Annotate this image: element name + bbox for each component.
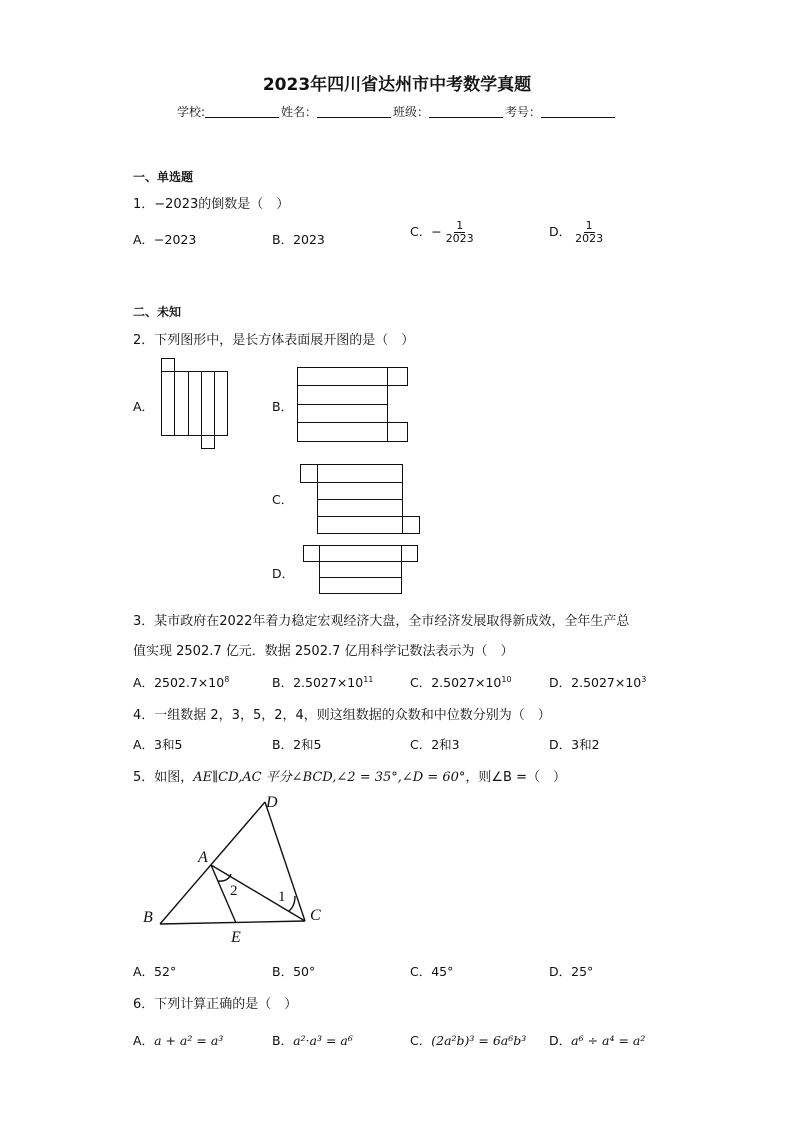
question-3-option-d (549, 673, 646, 691)
denominator: 2023 (575, 232, 604, 246)
number-blank (541, 105, 615, 118)
option-math: 2.5027×10 (571, 675, 642, 690)
question-4-option-c: C．2和3 (410, 737, 460, 752)
option-letter: D． (549, 1033, 572, 1048)
question-2-option-d-label: D． (272, 566, 295, 581)
school-label: 学校: (176, 105, 205, 119)
net-figure-c (297, 462, 423, 537)
question-6-option-c (410, 1031, 526, 1049)
student-info (0, 103, 794, 120)
question-1-option-b: B．2023 (272, 232, 325, 247)
option-d-prefix: D． (549, 224, 572, 240)
question-4-stem: 4．一组数据 2，3，5，2，4，则这组数据的众数和中位数分别为（ ） (133, 708, 551, 723)
section-heading-2: 二、未知 (133, 305, 182, 319)
question-4-option-b: B．2和5 (272, 737, 322, 752)
option-math: a²·a³ = a⁶ (293, 1033, 353, 1048)
section-heading-1: 一、单选题 (133, 170, 194, 184)
option-letter: A． (133, 1033, 155, 1048)
question-1-option-c (410, 220, 474, 245)
net-figure-b (295, 364, 411, 446)
question-2-option-c-label: C． (272, 492, 294, 507)
class-blank (429, 105, 503, 118)
angle-1-arc (289, 896, 295, 911)
fraction (575, 220, 603, 245)
fraction (446, 220, 474, 245)
question-3-option-b (272, 673, 373, 691)
question-5-option-d: D．25° (549, 964, 594, 979)
option-letter: D． (549, 675, 572, 690)
option-letter: C． (410, 675, 432, 690)
option-letter: C． (410, 1033, 432, 1048)
numerator: 1 (585, 219, 593, 232)
question-1-stem: 1．−2023的倒数是（ ） (133, 197, 290, 212)
question-4-option-d: D．3和2 (549, 737, 600, 752)
stem-suffix: ，则∠B =（ ） (465, 770, 567, 785)
denominator: 2023 (445, 232, 474, 246)
option-math: 2.5027×10 (431, 675, 502, 690)
option-math: 2502.7×10 (154, 675, 225, 690)
segment-bd (160, 802, 265, 924)
stem-prefix: 5．如图， (133, 770, 194, 785)
question-2-option-b-label: B． (272, 399, 294, 414)
question-5-option-a: A．52° (133, 964, 177, 979)
point-label-e: E (231, 929, 241, 946)
school-blank (205, 105, 279, 118)
option-math: 2.5027×10 (293, 675, 364, 690)
exponent: 8 (224, 674, 230, 684)
point-label-d: D (266, 794, 278, 811)
question-6-option-b (272, 1031, 353, 1049)
option-math: (2a²b)³ = 6a⁶b³ (431, 1033, 527, 1048)
question-6-option-d (549, 1031, 645, 1049)
option-math: a⁶ ÷ a⁴ = a² (571, 1033, 646, 1048)
point-label-b: B (143, 909, 153, 926)
net-figure-a (158, 355, 232, 453)
question-1-option-a: A．−2023 (133, 232, 197, 247)
name-label: 姓名： (281, 105, 318, 119)
question-6-stem: 6．下列计算正确的是（ ） (133, 997, 298, 1012)
question-4-option-a: A．3和5 (133, 737, 183, 752)
segment-ac (211, 865, 305, 921)
question-3-option-c (410, 673, 512, 691)
exponent: 11 (363, 674, 374, 684)
question-5-option-b: B．50° (272, 964, 316, 979)
net-figure-d (301, 543, 421, 597)
segment-bc (160, 921, 305, 924)
geometry-figure (138, 790, 338, 950)
class-label: 班级： (393, 105, 430, 119)
question-1-option-d (549, 220, 603, 245)
option-math: a + a² = a³ (154, 1033, 224, 1048)
question-5-stem (133, 766, 566, 785)
page-title: 2023年四川省达州市中考数学真题 (262, 75, 532, 95)
exponent: 10 (501, 674, 512, 684)
question-3-option-a (133, 673, 229, 691)
question-3-stem-line-1: 3．某市政府在2022年着力稳定宏观经济大盘，全市经济发展取得新成效，全年生产总 (133, 614, 630, 629)
question-2-stem: 2．下列图形中，是长方体表面展开图的是（ ） (133, 333, 415, 348)
stem-math: AE∥CD,AC 平分∠BCD,∠2 = 35°,∠D = 60° (193, 770, 466, 785)
option-letter: A． (133, 675, 155, 690)
option-letter: B． (272, 1033, 294, 1048)
question-6-option-a (133, 1031, 223, 1049)
question-2-option-a-label: A． (133, 399, 155, 414)
question-5-option-c: C．45° (410, 964, 454, 979)
point-label-c: C (310, 907, 321, 924)
number-label: 考号： (505, 105, 542, 119)
exponent: 3 (641, 674, 647, 684)
question-3-stem-line-2: 值实现 2502.7 亿元．数据 2502.7 亿用科学记数法表示为（ ） (133, 644, 514, 659)
angle-label-1: 1 (278, 889, 286, 905)
numerator: 1 (456, 219, 464, 232)
option-c-prefix: C．− (410, 224, 442, 240)
option-letter: B． (272, 675, 294, 690)
name-blank (317, 105, 391, 118)
angle-label-2: 2 (230, 883, 238, 899)
point-label-a: A (198, 849, 208, 866)
